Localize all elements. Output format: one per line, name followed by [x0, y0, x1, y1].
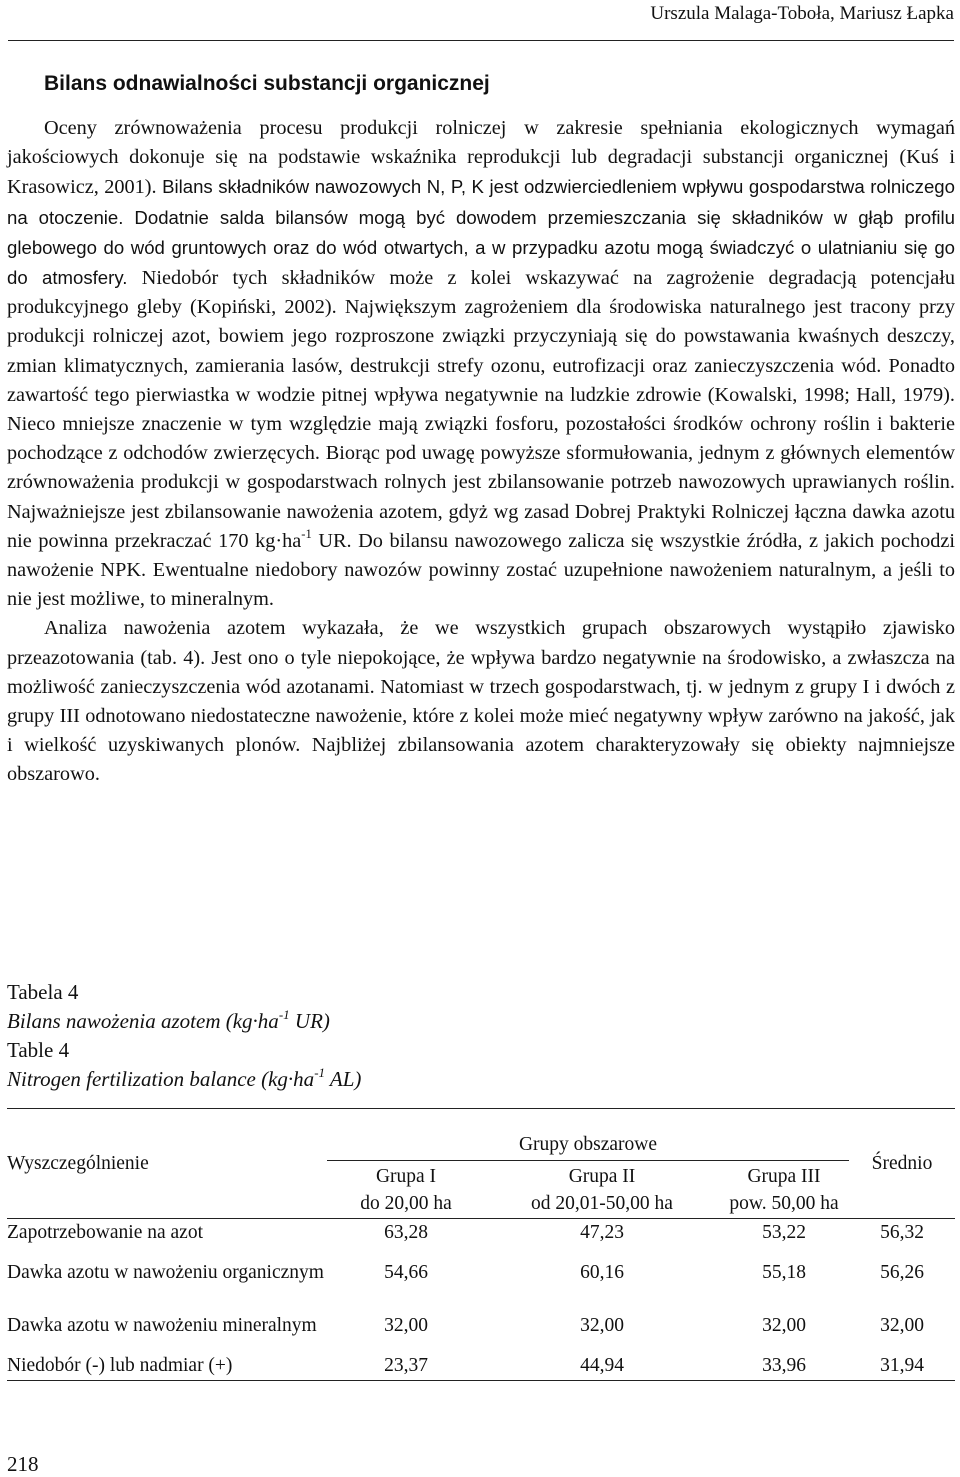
cell-group-2: 47,23 — [580, 1221, 624, 1243]
cell-group-2: 44,94 — [580, 1355, 624, 1377]
header-group-3-name: Grupa III — [747, 1165, 821, 1187]
table-title-en — [7, 1065, 361, 1094]
header-group-1 — [327, 1161, 485, 1219]
table-title-en-unit: AL) — [325, 1067, 362, 1091]
table-row — [7, 1219, 955, 1247]
cell-mean: 31,94 — [880, 1355, 924, 1377]
running-header-authors: Urszula Malaga-Toboła, Mariusz Łapka — [650, 3, 954, 24]
page-number: 218 — [7, 1452, 39, 1476]
cell-mean: 56,32 — [880, 1221, 924, 1243]
cell-group-1: 54,66 — [384, 1262, 428, 1283]
header-group-3 — [719, 1161, 849, 1219]
row-label: Niedobór (-) lub nadmiar (+) — [7, 1355, 233, 1377]
header-group-1-range: do 20,00 ha — [360, 1192, 452, 1214]
row-label: Dawka azotu w nawożeniu mineralnym — [7, 1315, 317, 1336]
header-area-groups: Grupy obszarowe — [327, 1109, 849, 1161]
body-text — [7, 114, 955, 790]
paragraph-2: Analiza nawożenia azotem wykazała, że we wszystkich grupach obszarowych wystąpiło zjawisko przeazotowania (tab. 4). Jest ono o tyle niepokojące, że wpływa bardzo negatywnie na środowisko, a zwłaszcza na możliwość zanieczyszczenia wód azotanami. Natomiast w trzech gospodarstwach, tj. w jednym z grupy I i dwóch z grupy III odnotowano niedostateczne nawożenie, które z kolei może mieć negatywny wpływ zarówno na jakość, jak i wielkość uzyskiwanych plonów. Najbliżej zbilansowania azotem charakteryzowały się obiekty najmniejsze obszarowo. — [7, 617, 955, 786]
nitrogen-balance-table — [7, 1108, 955, 1381]
table-row — [7, 1353, 955, 1381]
table-header-row-1 — [7, 1109, 955, 1161]
table-title-pl-text: Bilans nawożenia azotem (kg·ha — [7, 1009, 279, 1033]
header-group-1-name: Grupa I — [375, 1165, 437, 1187]
header-group-2-name: Grupa II — [568, 1165, 636, 1187]
header-row-label: Wyszczególnienie — [7, 1152, 149, 1174]
cell-group-3: 33,96 — [762, 1355, 806, 1377]
table-label-pl: Tabela 4 — [7, 980, 79, 1004]
cell-group-1: 63,28 — [384, 1221, 428, 1243]
header-mean: Średnio — [871, 1152, 933, 1174]
paragraph-1 — [7, 114, 955, 614]
table-title-en-sup: -1 — [314, 1064, 326, 1080]
paragraph-1-superscript: -1 — [301, 526, 312, 541]
header-group-2 — [485, 1161, 719, 1219]
table-label-en: Table 4 — [7, 1038, 70, 1062]
paragraph-1-rest: Największym zagrożeniem dla środowiska naturalnego jest tracony przy produkcji rolniczej azot, bowiem jego rozproszone związki przyczyniają się do powstawania kwaśnych deszczy, zmian klimatycznych, zamierania lasów, destrukcji strefy ozonu, eutrofizacji oraz zanieczyszczenia wód. Ponadto zawartość tego pierwiastka w wodzie pitnej wpływa negatywnie na ludzkie zdrowie (Kowalski, 1998; Hall, 1979). Nieco mniejsze znaczenie w tym względzie mają związki fosforu, pozostałości środków ochrony roślin i bakterie pochodzące z odchodów zwierzęcych. Biorąc pod uwagę powyższe sformułowania, jednym z głównych elementów zrównoważenia produkcji w gospodarstwach rolnych jest zbilansowanie potrzeb nawozowych uprawianych roślin. Najważniejsze jest zbilansowanie nawożenia azotem, gdyż wg zasad Dobrej Praktyki Rolniczej łączna dawka azotu nie powinna przekraczać 170 kg·ha — [7, 296, 955, 552]
header-group-2-range: od 20,01-50,00 ha — [531, 1192, 673, 1214]
paragraph-1-sans-segment: Bilans składników nawozowych N, P, K jest odzwierciedleniem wpływu gospodarstwa rolniczego na otoczenie. Dodatnie salda bilansów mogą być dowodem przemieszczania się składników w głąb profilu glebowego do wód gruntowych oraz do wód otwartych, a w przypadku azotu mogą świadczyć o ulatnianiu się go do atmosfery. — [7, 176, 955, 289]
cell-group-2: 60,16 — [580, 1262, 624, 1283]
cell-group-1: 23,37 — [384, 1355, 428, 1377]
section-title: Bilans odnawialności substancji organicznej — [44, 72, 490, 95]
cell-group-1: 32,00 — [384, 1315, 428, 1336]
paragraph-1-mid: Niedobór tych składników może z kolei wskazywać na zagrożenie degradacją potencjału produkcyjnego gleby (Kopiński, 2002). — [7, 267, 955, 319]
cell-group-3: 55,18 — [762, 1262, 806, 1283]
cell-group-3: 32,00 — [762, 1315, 806, 1336]
row-label: Dawka azotu w nawożeniu organicznym — [7, 1262, 324, 1283]
table-title-pl-unit: UR) — [289, 1009, 330, 1033]
header-group-3-range: pow. 50,00 ha — [729, 1192, 839, 1214]
cell-group-3: 53,22 — [762, 1221, 806, 1243]
table-row — [7, 1247, 955, 1300]
running-header — [8, 0, 954, 41]
cell-group-2: 32,00 — [580, 1315, 624, 1336]
table-title-en-text: Nitrogen fertilization balance (kg·ha — [7, 1067, 315, 1091]
cell-mean: 32,00 — [880, 1315, 924, 1336]
paragraph-1-lead: Oceny zrównoważenia procesu produkcji rolniczej w zakresie spełniania ekologicznych wymagań jakościowych dokonuje się na podstawie wskaźnika reprodukcji lub degradacji substancji organicznej (Kuś i Krasowicz, 2001). — [7, 117, 955, 199]
table-title-pl — [7, 1007, 330, 1036]
row-label: Zapotrzebowanie na azot — [7, 1221, 203, 1243]
table-title-pl-sup: -1 — [278, 1006, 290, 1022]
paragraph-1-end: UR. Do bilansu nawozowego zalicza się wszystkie źródła, z jakich pochodzi nawożenie NPK. Ewentualne niedobory nawozów powinny zostać uzupełnione nawożeniem naturalnym, a jeśli to nie jest możliwe, to mineralnym. — [7, 529, 956, 611]
cell-mean: 56,26 — [880, 1262, 924, 1283]
table-row — [7, 1300, 955, 1353]
